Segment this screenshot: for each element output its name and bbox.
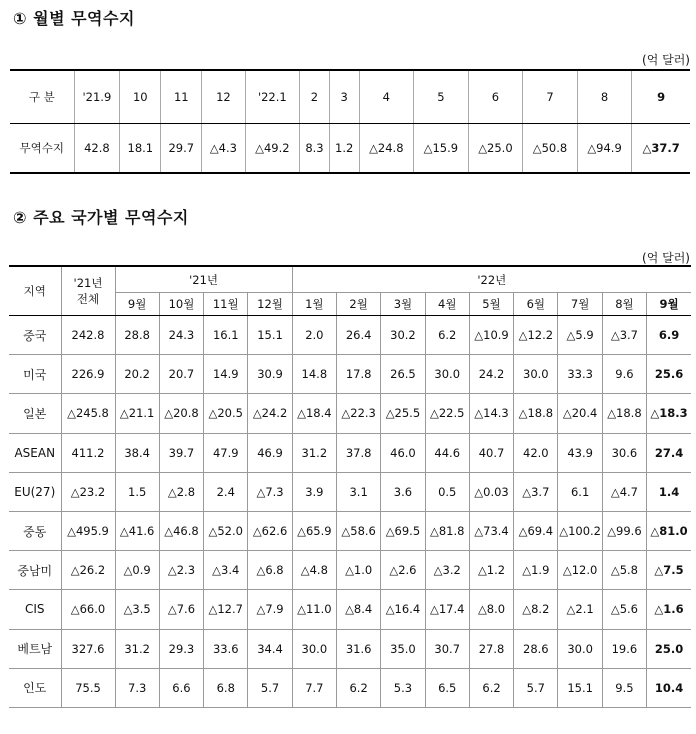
balance-value: △49.2 xyxy=(245,124,300,174)
value-cell: △6.8 xyxy=(248,551,292,590)
value-cell: 1.4 xyxy=(647,472,691,511)
value-cell: △69.5 xyxy=(381,511,425,550)
value-cell: △69.4 xyxy=(514,511,558,550)
region-header: 지역 xyxy=(9,266,61,316)
value-cell: 75.5 xyxy=(61,668,115,707)
value-cell: △18.4 xyxy=(292,394,336,433)
value-cell: △18.8 xyxy=(602,394,646,433)
value-cell: 30.0 xyxy=(514,355,558,394)
value-cell: 31.2 xyxy=(115,629,159,668)
value-cell: △0.03 xyxy=(469,472,513,511)
value-cell: 30.7 xyxy=(425,629,469,668)
value-cell: 10.4 xyxy=(647,668,691,707)
value-cell: △1.6 xyxy=(647,590,691,629)
month-header: 5 xyxy=(414,70,469,124)
value-cell: 30.0 xyxy=(425,355,469,394)
month-header-22: 6월 xyxy=(514,293,558,316)
value-cell: 30.6 xyxy=(602,433,646,472)
table-row xyxy=(9,511,691,550)
value-cell: 33.6 xyxy=(204,629,248,668)
region-label: CIS xyxy=(9,590,61,629)
value-cell: 6.2 xyxy=(425,316,469,355)
value-cell: 15.1 xyxy=(558,668,602,707)
balance-value: 42.8 xyxy=(74,124,120,174)
month-header-22: 3월 xyxy=(381,293,425,316)
month-header-22: 4월 xyxy=(425,293,469,316)
value-cell: 33.3 xyxy=(558,355,602,394)
balance-value: △15.9 xyxy=(414,124,469,174)
value-cell: 46.0 xyxy=(381,433,425,472)
total-header xyxy=(61,266,115,316)
month-header-22: 5월 xyxy=(469,293,513,316)
value-cell: 20.7 xyxy=(159,355,203,394)
value-cell: 26.5 xyxy=(381,355,425,394)
value-cell: 47.9 xyxy=(204,433,248,472)
value-cell: 6.2 xyxy=(336,668,380,707)
balance-value: △94.9 xyxy=(577,124,632,174)
value-cell: 6.6 xyxy=(159,668,203,707)
value-cell: △8.0 xyxy=(469,590,513,629)
value-cell: 6.1 xyxy=(558,472,602,511)
region-label: 베트남 xyxy=(9,629,61,668)
month-header: 12 xyxy=(202,70,245,124)
value-cell: 7.3 xyxy=(115,668,159,707)
value-cell: △22.5 xyxy=(425,394,469,433)
value-cell: 5.3 xyxy=(381,668,425,707)
month-header: 10 xyxy=(120,70,161,124)
value-cell: △99.6 xyxy=(602,511,646,550)
value-cell: △245.8 xyxy=(61,394,115,433)
value-cell: △11.0 xyxy=(292,590,336,629)
month-header: 11 xyxy=(161,70,202,124)
month-header-21: 10월 xyxy=(159,293,203,316)
value-cell: 15.1 xyxy=(248,316,292,355)
value-cell: △66.0 xyxy=(61,590,115,629)
value-cell: 39.7 xyxy=(159,433,203,472)
value-cell: 226.9 xyxy=(61,355,115,394)
total-header-line1: '21년 xyxy=(73,276,103,290)
table-row xyxy=(9,355,691,394)
section1-unit: (억 달러) xyxy=(642,53,690,67)
value-cell: 26.4 xyxy=(336,316,380,355)
value-cell: △3.7 xyxy=(602,316,646,355)
value-cell: 2.4 xyxy=(204,472,248,511)
value-cell: 9.6 xyxy=(602,355,646,394)
section1-title: ① 월별 무역수지 xyxy=(13,9,135,28)
value-cell: △3.7 xyxy=(514,472,558,511)
table2-header-row-1 xyxy=(9,266,691,293)
value-cell: 37.8 xyxy=(336,433,380,472)
value-cell: △81.8 xyxy=(425,511,469,550)
region-label: 중국 xyxy=(9,316,61,355)
value-cell: △25.5 xyxy=(381,394,425,433)
value-cell: △7.5 xyxy=(647,551,691,590)
balance-value: 1.2 xyxy=(329,124,359,174)
month-header-22: 7월 xyxy=(558,293,602,316)
balance-value: 29.7 xyxy=(161,124,202,174)
value-cell: 30.0 xyxy=(558,629,602,668)
value-cell: 43.9 xyxy=(558,433,602,472)
month-header: 4 xyxy=(359,70,414,124)
balance-value: 18.1 xyxy=(120,124,161,174)
monthly-trade-balance-table xyxy=(10,69,690,174)
value-cell: △4.8 xyxy=(292,551,336,590)
table-row xyxy=(9,433,691,472)
month-header-22: 9월 xyxy=(647,293,691,316)
value-cell: 25.0 xyxy=(647,629,691,668)
value-cell: 411.2 xyxy=(61,433,115,472)
value-cell: △52.0 xyxy=(204,511,248,550)
month-header: '22.1 xyxy=(245,70,300,124)
value-cell: 24.3 xyxy=(159,316,203,355)
value-cell: △18.8 xyxy=(514,394,558,433)
value-cell: △21.1 xyxy=(115,394,159,433)
table-row xyxy=(9,629,691,668)
table-row xyxy=(9,551,691,590)
value-cell: △7.6 xyxy=(159,590,203,629)
month-header-21: 9월 xyxy=(115,293,159,316)
value-cell: △3.4 xyxy=(204,551,248,590)
month-header: 8 xyxy=(577,70,632,124)
balance-value: △37.7 xyxy=(632,124,690,174)
value-cell: 6.8 xyxy=(204,668,248,707)
value-cell: △8.4 xyxy=(336,590,380,629)
table2-body xyxy=(9,316,691,708)
value-cell: 27.8 xyxy=(469,629,513,668)
value-cell: △16.4 xyxy=(381,590,425,629)
value-cell: △10.9 xyxy=(469,316,513,355)
value-cell: △20.5 xyxy=(204,394,248,433)
value-cell: △2.8 xyxy=(159,472,203,511)
value-cell: △14.3 xyxy=(469,394,513,433)
value-cell: 29.3 xyxy=(159,629,203,668)
table-row xyxy=(9,668,691,707)
month-header: 9 xyxy=(632,70,690,124)
value-cell: △5.6 xyxy=(602,590,646,629)
region-label: 중남미 xyxy=(9,551,61,590)
value-cell: △3.2 xyxy=(425,551,469,590)
value-cell: 9.5 xyxy=(602,668,646,707)
region-label: EU(27) xyxy=(9,472,61,511)
value-cell: 20.2 xyxy=(115,355,159,394)
table1-header-row xyxy=(10,70,690,124)
value-cell: △23.2 xyxy=(61,472,115,511)
value-cell: △2.6 xyxy=(381,551,425,590)
table-row xyxy=(9,590,691,629)
region-label: 중동 xyxy=(9,511,61,550)
region-label: ASEAN xyxy=(9,433,61,472)
country-trade-balance-table xyxy=(9,265,691,708)
balance-value: △24.8 xyxy=(359,124,414,174)
month-header-22: 1월 xyxy=(292,293,336,316)
value-cell: 6.2 xyxy=(469,668,513,707)
value-cell: △100.2 xyxy=(558,511,602,550)
value-cell: 7.7 xyxy=(292,668,336,707)
value-cell: 44.6 xyxy=(425,433,469,472)
value-cell: △65.9 xyxy=(292,511,336,550)
value-cell: △1.0 xyxy=(336,551,380,590)
value-cell: 31.2 xyxy=(292,433,336,472)
value-cell: 1.5 xyxy=(115,472,159,511)
balance-value: △4.3 xyxy=(202,124,245,174)
table1-value-row xyxy=(10,124,690,174)
value-cell: △1.2 xyxy=(469,551,513,590)
region-label: 인도 xyxy=(9,668,61,707)
month-header: 2 xyxy=(300,70,330,124)
value-cell: △81.0 xyxy=(647,511,691,550)
value-cell: 242.8 xyxy=(61,316,115,355)
value-cell: △73.4 xyxy=(469,511,513,550)
month-header: 7 xyxy=(523,70,578,124)
value-cell: △41.6 xyxy=(115,511,159,550)
total-header-line2: 전체 xyxy=(76,292,100,306)
value-cell: △5.9 xyxy=(558,316,602,355)
table-row xyxy=(9,394,691,433)
value-cell: 327.6 xyxy=(61,629,115,668)
value-cell: 34.4 xyxy=(248,629,292,668)
value-cell: 25.6 xyxy=(647,355,691,394)
value-cell: △20.8 xyxy=(159,394,203,433)
month-header-22: 8월 xyxy=(602,293,646,316)
value-cell: △20.4 xyxy=(558,394,602,433)
row-label: 무역수지 xyxy=(10,124,74,174)
value-cell: 14.8 xyxy=(292,355,336,394)
value-cell: 17.8 xyxy=(336,355,380,394)
value-cell: △22.3 xyxy=(336,394,380,433)
value-cell: 3.9 xyxy=(292,472,336,511)
month-header-22: 2월 xyxy=(336,293,380,316)
value-cell: △0.9 xyxy=(115,551,159,590)
value-cell: △12.0 xyxy=(558,551,602,590)
region-label: 미국 xyxy=(9,355,61,394)
value-cell: △62.6 xyxy=(248,511,292,550)
value-cell: 19.6 xyxy=(602,629,646,668)
value-cell: △8.2 xyxy=(514,590,558,629)
value-cell: △3.5 xyxy=(115,590,159,629)
value-cell: 5.7 xyxy=(514,668,558,707)
value-cell: 3.6 xyxy=(381,472,425,511)
table-row xyxy=(9,316,691,355)
value-cell: △12.7 xyxy=(204,590,248,629)
value-cell: 46.9 xyxy=(248,433,292,472)
value-cell: △7.9 xyxy=(248,590,292,629)
year22-header: '22년 xyxy=(292,266,691,293)
value-cell: 24.2 xyxy=(469,355,513,394)
value-cell: △1.9 xyxy=(514,551,558,590)
value-cell: 35.0 xyxy=(381,629,425,668)
balance-value: △25.0 xyxy=(468,124,523,174)
value-cell: 27.4 xyxy=(647,433,691,472)
value-cell: △2.1 xyxy=(558,590,602,629)
value-cell: △5.8 xyxy=(602,551,646,590)
value-cell: 5.7 xyxy=(248,668,292,707)
value-cell: 30.0 xyxy=(292,629,336,668)
value-cell: 30.2 xyxy=(381,316,425,355)
value-cell: 31.6 xyxy=(336,629,380,668)
value-cell: 28.8 xyxy=(115,316,159,355)
section2-unit: (억 달러) xyxy=(642,251,690,265)
value-cell: 6.9 xyxy=(647,316,691,355)
value-cell: 42.0 xyxy=(514,433,558,472)
value-cell: 2.0 xyxy=(292,316,336,355)
header-label: 구 분 xyxy=(10,70,74,124)
value-cell: △17.4 xyxy=(425,590,469,629)
value-cell: △7.3 xyxy=(248,472,292,511)
value-cell: 0.5 xyxy=(425,472,469,511)
value-cell: △58.6 xyxy=(336,511,380,550)
value-cell: 38.4 xyxy=(115,433,159,472)
month-header-21: 12월 xyxy=(248,293,292,316)
value-cell: 28.6 xyxy=(514,629,558,668)
section2-title: ② 주요 국가별 무역수지 xyxy=(13,208,189,227)
value-cell: 6.5 xyxy=(425,668,469,707)
value-cell: △18.3 xyxy=(647,394,691,433)
month-header: '21.9 xyxy=(74,70,120,124)
value-cell: △26.2 xyxy=(61,551,115,590)
value-cell: △495.9 xyxy=(61,511,115,550)
balance-value: △50.8 xyxy=(523,124,578,174)
value-cell: 30.9 xyxy=(248,355,292,394)
value-cell: 40.7 xyxy=(469,433,513,472)
region-label: 일본 xyxy=(9,394,61,433)
month-header-21: 11월 xyxy=(204,293,248,316)
month-header: 3 xyxy=(329,70,359,124)
table-row xyxy=(9,472,691,511)
value-cell: △46.8 xyxy=(159,511,203,550)
year21-header: '21년 xyxy=(115,266,292,293)
value-cell: △12.2 xyxy=(514,316,558,355)
balance-value: 8.3 xyxy=(300,124,330,174)
value-cell: 16.1 xyxy=(204,316,248,355)
value-cell: 3.1 xyxy=(336,472,380,511)
value-cell: △4.7 xyxy=(602,472,646,511)
value-cell: 14.9 xyxy=(204,355,248,394)
month-header: 6 xyxy=(468,70,523,124)
value-cell: △2.3 xyxy=(159,551,203,590)
value-cell: △24.2 xyxy=(248,394,292,433)
